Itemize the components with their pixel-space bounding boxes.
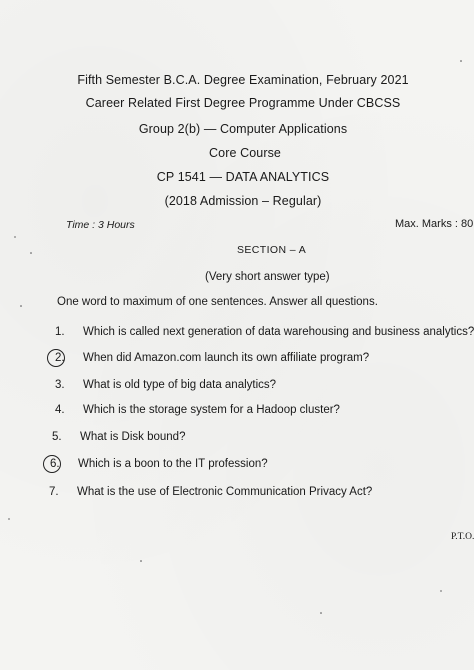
section-subtitle: (Very short answer type) <box>205 271 330 283</box>
scan-speck <box>440 590 442 592</box>
question-number: 5. <box>52 431 62 443</box>
programme-title: Career Related First Degree Programme Under CBCSS <box>85 96 401 110</box>
section-title: SECTION – A <box>237 244 307 256</box>
question-item <box>49 486 372 498</box>
admission-note: (2018 Admission – Regular) <box>164 194 322 208</box>
course-type: Core Course <box>209 146 281 160</box>
question-item <box>50 458 268 470</box>
question-item <box>55 404 340 416</box>
scan-speck <box>460 60 462 62</box>
question-number: 3. <box>55 379 65 391</box>
scan-speck <box>20 305 22 307</box>
question-item <box>55 352 369 364</box>
question-text: Which is the storage system for a Hadoop cluster? <box>83 404 340 416</box>
course-title: CP 1541 — DATA ANALYTICS <box>156 170 330 184</box>
question-number: 2. <box>55 352 65 364</box>
question-text: When did Amazon.com launch its own affiliate program? <box>83 352 370 364</box>
question-item <box>55 326 474 338</box>
exam-title: Fifth Semester B.C.A. Degree Examination, February 2021 <box>77 73 409 87</box>
scan-speck <box>30 252 32 254</box>
max-marks: Max. Marks : 80 <box>395 218 474 230</box>
question-item <box>55 379 276 391</box>
scan-speck <box>140 560 142 562</box>
question-number: 6. <box>50 458 60 470</box>
question-number: 4. <box>55 404 65 416</box>
question-item <box>52 431 185 443</box>
group-title: Group 2(b) — Computer Applications <box>138 122 348 136</box>
question-text: What is the use of Electronic Communication Privacy Act? <box>77 486 373 498</box>
pto-marker: P.T.O. <box>451 532 474 542</box>
question-number: 7. <box>49 486 59 498</box>
question-text: Which is a boon to the IT profession? <box>78 458 268 470</box>
scan-speck <box>320 612 322 614</box>
time-allowed: Time : 3 Hours <box>66 219 135 231</box>
section-instructions: One word to maximum of one sentences. Answer all questions. <box>57 296 378 308</box>
question-text: What is old type of big data analytics? <box>83 379 277 391</box>
question-text: Which is called next generation of data warehousing and business analytics? <box>83 326 474 338</box>
scan-speck <box>14 236 16 238</box>
question-text: What is Disk bound? <box>80 431 186 443</box>
scan-speck <box>8 518 10 520</box>
question-number: 1. <box>55 326 65 338</box>
